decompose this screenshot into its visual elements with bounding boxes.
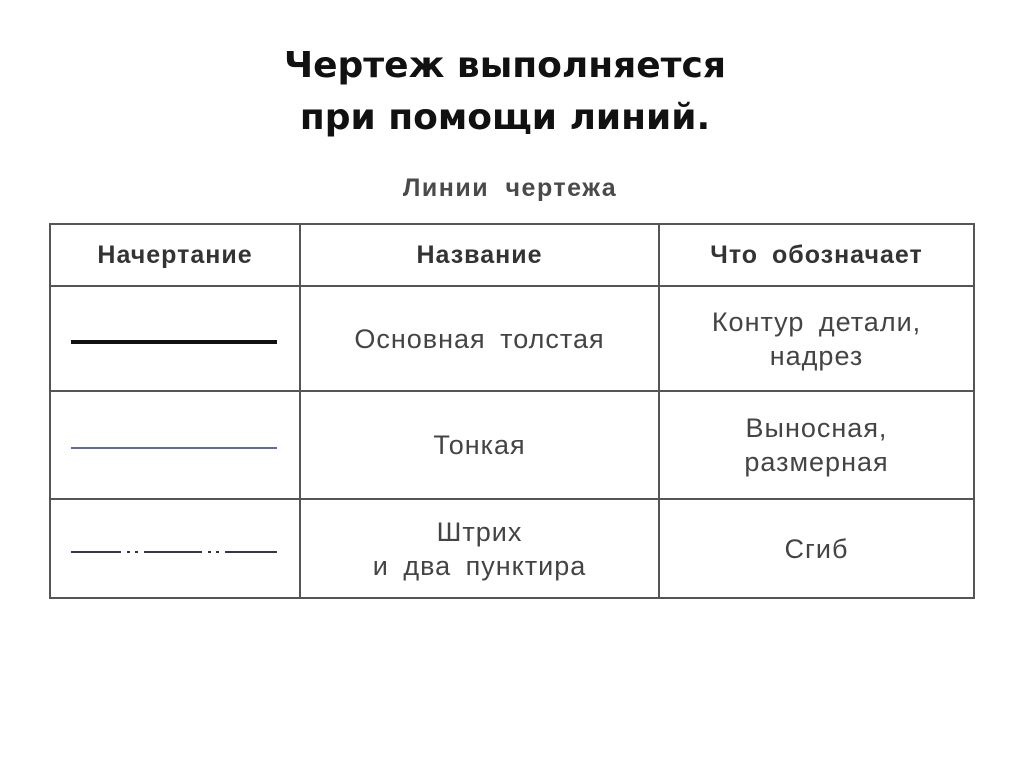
line-name-cell xyxy=(300,391,659,499)
line-style-cell xyxy=(50,391,300,499)
line-style-cell xyxy=(50,286,300,391)
drawing-lines-table xyxy=(49,223,975,599)
line-name: Основная толстая xyxy=(354,323,605,354)
table-header-row xyxy=(50,224,974,286)
line-meaning-cell xyxy=(659,286,974,391)
solid-thick-line-sample xyxy=(69,336,279,348)
line-meaning-line-1: Выносная, xyxy=(745,413,888,443)
table-caption: Линии чертежа xyxy=(402,174,618,202)
line-meaning-cell xyxy=(659,391,974,499)
line-name: Тонкая xyxy=(433,430,526,460)
table-row xyxy=(50,286,974,391)
header-name: Название xyxy=(300,224,659,286)
line-name-line-1: Штрих xyxy=(436,516,523,547)
table-row xyxy=(50,499,974,598)
slide-title-line-2: при помощи линий. xyxy=(299,97,711,138)
line-style-cell xyxy=(50,499,300,598)
dash-two-dots-line-sample xyxy=(69,546,279,558)
line-name-line-2: и два пунктира xyxy=(372,550,587,581)
line-meaning-line-1: Контур детали, xyxy=(711,306,922,337)
table-row xyxy=(50,391,974,499)
header-meaning: Что обозначает xyxy=(659,224,974,286)
line-name-cell xyxy=(300,499,659,598)
line-meaning: Сгиб xyxy=(784,533,849,564)
line-meaning-cell xyxy=(659,499,974,598)
line-meaning-line-2: надрез xyxy=(769,340,864,371)
solid-thin-line-sample xyxy=(69,442,279,454)
slide-title-line-1: Чертеж выполняется xyxy=(284,45,726,86)
line-name-cell xyxy=(300,286,659,391)
header-line-style: Начертание xyxy=(50,224,300,286)
slide-title xyxy=(0,40,1010,144)
line-meaning-line-2: размерная xyxy=(744,447,889,477)
